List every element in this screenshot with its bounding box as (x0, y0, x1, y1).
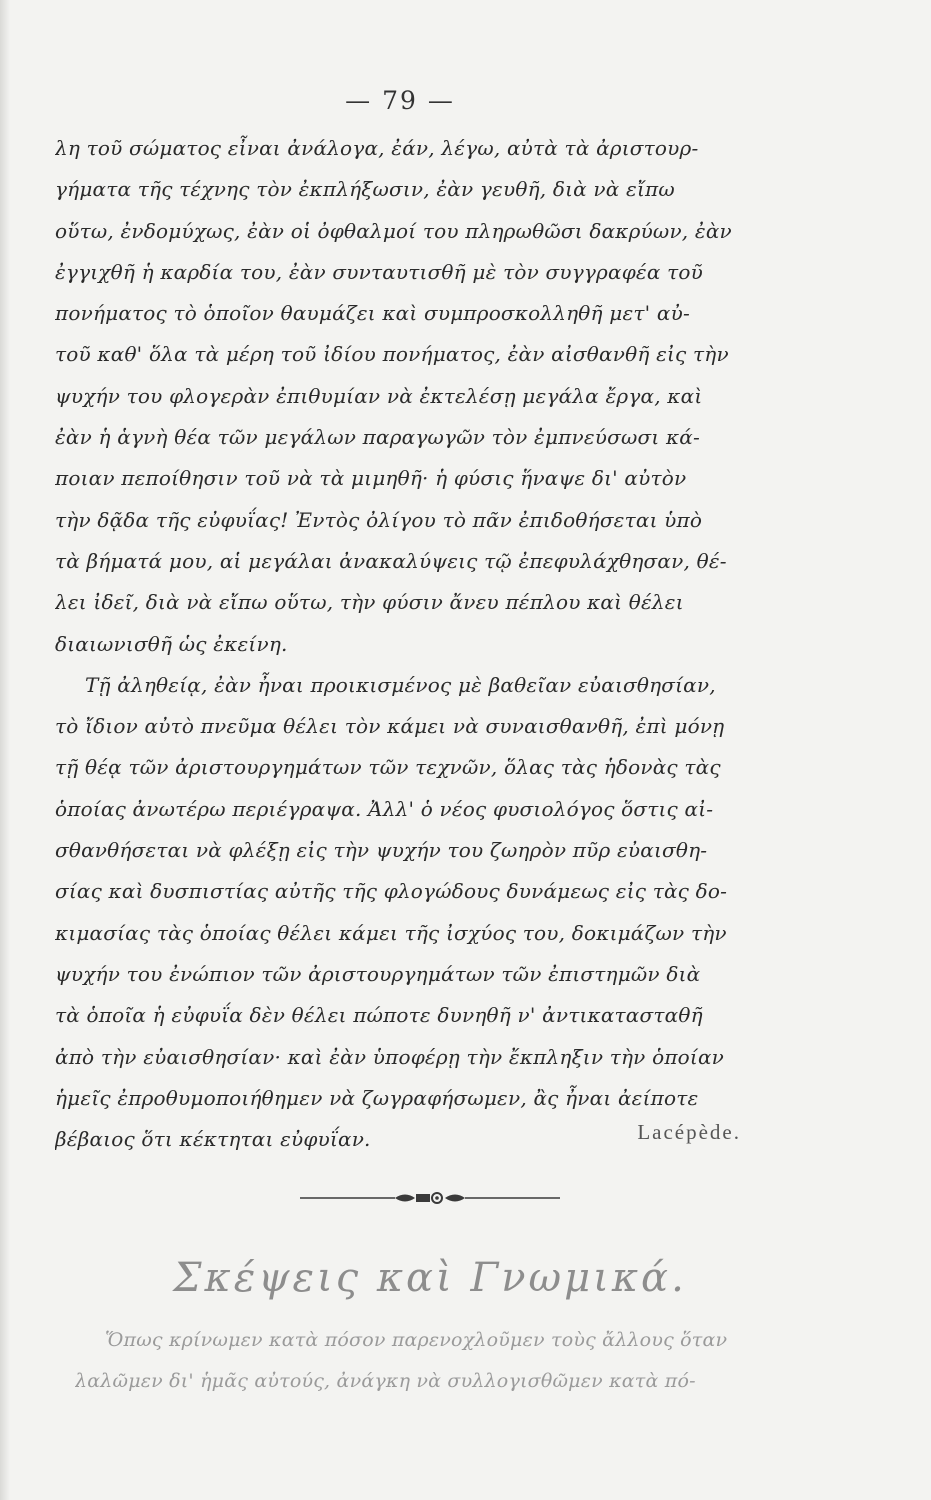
paragraph-start-line: Τῇ ἀληθείᾳ, ἐὰν ἦναι προικισμένος μὲ βαθεῖαν εὐαισθησίαν, (85, 672, 716, 697)
text-line: γήματα τῆς τέχνης τὸν ἐκπλήξωσιν, ἐὰν γευθῆ, διὰ νὰ εἴπω (55, 177, 675, 202)
text-line: διαιωνισθῆ ὡς ἐκείνη. (55, 631, 288, 656)
text-line: Ὅπως κρίνωμεν κατὰ πόσον παρενοχλοῦμεν τοὺς ἄλλους ὅταν (105, 1329, 728, 1351)
text-line: σθανθήσεται νὰ φλέξῃ εἰς τὴν ψυχήν του ζωηρὸν πῦρ εὐαισθη- (55, 838, 708, 863)
text-line: τῇ θέᾳ τῶν ἀριστουργημάτων τῶν τεχνῶν, ὅλας τὰς ἡδονὰς τὰς (55, 755, 721, 780)
text-line: ψυχήν του ἐνώπιον τῶν ἀριστουργημάτων τῶν ἐπιστημῶν διὰ (55, 961, 701, 986)
page-number: — 79 — (345, 86, 455, 115)
text-line: τὰ βήματά μου, αἱ μεγάλαι ἀνακαλύψεις τῷ ἐπεφυλάχθησαν, θέ- (55, 548, 727, 573)
text-line: λει ἰδεῖ, διὰ νὰ εἴπω οὕτω, τὴν φύσιν ἄνευ πέπλου καὶ θέλει (55, 590, 684, 615)
ornament-divider (300, 1188, 560, 1208)
text-line: λαλῶμεν δι' ἡμᾶς αὐτούς, ἀνάγκη νὰ συλλογισθῶμεν κατὰ πό- (75, 1370, 696, 1393)
text-line: τὰ ὁποῖα ἡ εὐφυΐα δὲν θέλει πώποτε δυνηθῆ ν' ἀντικατασταθῆ (55, 1003, 703, 1028)
text-line: ἐὰν ἡ ἁγνὴ θέα τῶν μεγάλων παραγωγῶν τὸν ἐμπνεύσωσι κά- (55, 425, 700, 450)
author-signature: Lacépède. (637, 1120, 741, 1144)
section-title: Σκέψεις καὶ Γνωμικά. (173, 1255, 687, 1301)
text-line: ἡμεῖς ἐπροθυμοποιήθημεν νὰ ζωγραφήσωμεν, ἂς ἦναι ἀείποτε (55, 1085, 699, 1110)
text-line: οὕτω, ἐνδομύχως, ἐὰν οἱ ὀφθαλμοί του πληρωθῶσι δακρύων, ἐὰν (55, 218, 732, 243)
text-line: τὴν δᾷδα τῆς εὐφυΐας! Ἐντὸς ὀλίγου τὸ πᾶν ἐπιδοθήσεται ὑπὸ (55, 507, 703, 532)
text-line: ἀπὸ τὴν εὐαισθησίαν· καὶ ἐὰν ὑποφέρῃ τὴν ἔκπληξιν τὴν ὁποίαν (55, 1044, 725, 1069)
text-line: ἐγγιχθῆ ἡ καρδία του, ἐὰν συνταυτισθῆ μὲ τὸν συγγραφέα τοῦ (55, 259, 703, 284)
text-line: τὸ ἴδιον αὐτὸ πνεῦμα θέλει τὸν κάμει νὰ συναισθανθῆ, ἐπὶ μόνῃ (55, 714, 725, 739)
text-line: τοῦ καθ' ὅλα τὰ μέρη τοῦ ἰδίου πονήματος, ἐὰν αἰσθανθῆ εἰς τὴν (55, 342, 729, 367)
text-line: λη τοῦ σώματος εἶναι ἀνάλογα, ἐάν, λέγω, αὐτὰ τὰ ἀριστουρ- (55, 136, 699, 160)
text-line: βέβαιος ὅτι κέκτηται εὐφυΐαν. (55, 1127, 371, 1152)
body-text (55, 128, 790, 1160)
text-line: κιμασίας τὰς ὁποίας θέλει κάμει τῆς ἰσχύος του, δοκιμάζων τὴν (55, 920, 727, 945)
text-line: ψυχήν του φλογερὰν ἐπιθυμίαν νὰ ἐκτελέσῃ μεγάλα ἔργα, καὶ (55, 383, 703, 408)
text-line: σίας καὶ δυσπιστίας αὐτῆς τῆς φλογώδους δυνάμεως εἰς τὰς δο- (55, 879, 728, 904)
text-line: πονήματος τὸ ὁποῖον θαυμάζει καὶ συμπροσκολληθῆ μετ' αὐ- (55, 301, 690, 326)
section-body (75, 1320, 795, 1403)
text-line: ποιαν πεποίθησιν τοῦ νὰ τὰ μιμηθῆ· ἡ φύσις ἥναψε δι' αὐτὸν (55, 466, 687, 491)
text-line: ὁποίας ἀνωτέρω περιέγραψα. Ἀλλ' ὁ νέος φυσιολόγος ὅστις αἰ- (55, 796, 714, 821)
